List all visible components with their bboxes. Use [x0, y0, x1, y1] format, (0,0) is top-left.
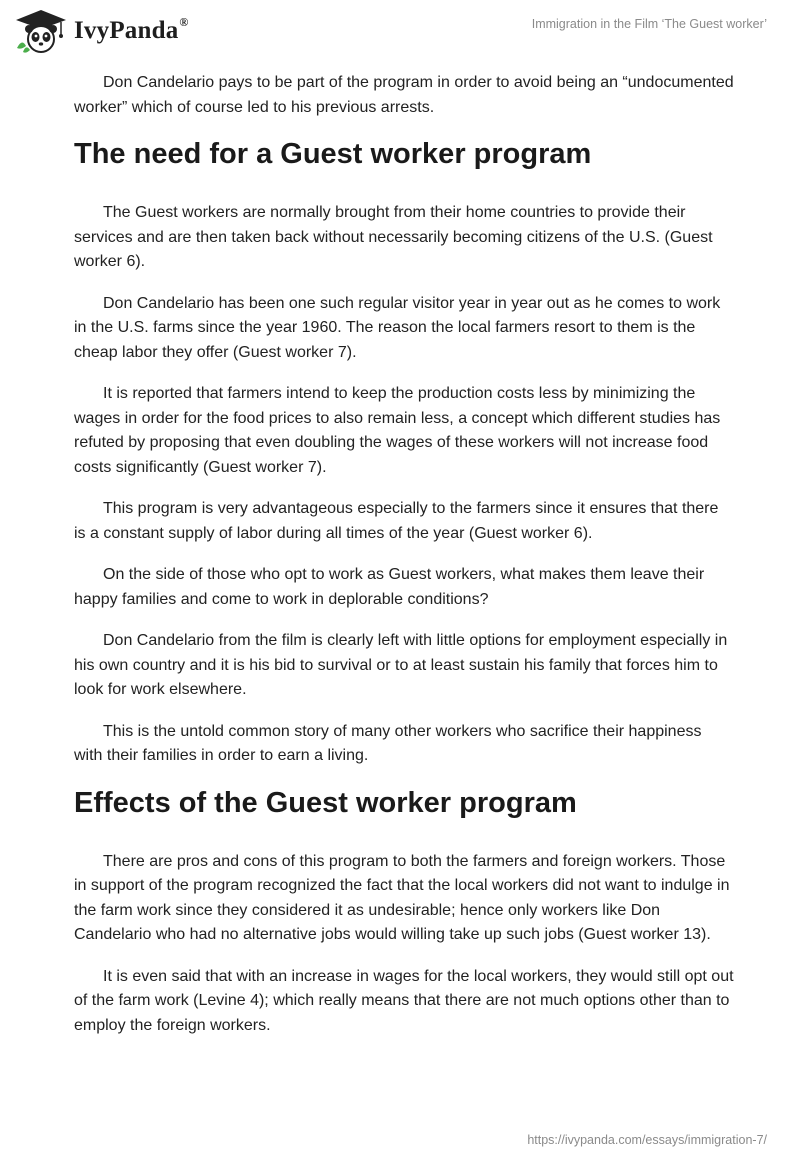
paragraph: There are pros and cons of this program to both the farmers and foreign workers. Those in support of the program recognized the fact that the local workers did not want to indulge in the farm work since they considered it as undesirable; hence only workers like Don Candelario who had no alternative jobs would willing take up such jobs (Guest worker 13). [74, 852, 730, 943]
paragraph: This is the untold common story of many other workers who sacrifice their happiness with their families in order to earn a living. [74, 722, 702, 764]
paragraph: Don Candelario has been one such regular visitor year in year out as he comes to work in the U.S. farms since the year 1960. The reason the local farmers resort to them is the cheap labor they offer (Guest worker 7). [74, 294, 721, 361]
paragraph: On the side of those who opt to work as Guest workers, what makes them leave their happy families and come to work in deplorable conditions? [74, 566, 705, 608]
section-heading-need: The need for a Guest worker program [74, 138, 592, 170]
panda-graduate-icon [14, 8, 68, 54]
paragraph: It is even said that with an increase in wages for the local workers, they would still opt out of the farm work (Levine 4); which really means that there are not much options other than to employ the foreign workers. [74, 967, 734, 1034]
ivypanda-logo[interactable] [14, 8, 189, 54]
brand-name: IvyPanda® [74, 15, 189, 44]
paragraph: It is reported that farmers intend to keep the production costs less by minimizing the wages in order for the food prices to also remain less, a concept which different studies has refuted by proposing that even doubling the wages of these workers will not increase food costs significantly (Guest worker 7). [74, 385, 721, 476]
paragraph: Don Candelario from the film is clearly left with little options for employment especially in his own country and it is his bid to survival or to at least sustain his family that forces him to look for work elsewhere. [74, 632, 728, 698]
page-header [0, 0, 800, 70]
paragraph: This program is very advantageous especially to the farmers since it ensures that there is a constant supply of labor during all times of the year (Guest worker 6). [74, 500, 719, 542]
paragraph: The Guest workers are normally brought from their home countries to provide their services and are then taken back without necessarily becoming citizens of the U.S. (Guest worker 6). [74, 204, 713, 270]
paragraph: Don Candelario pays to be part of the program in order to avoid being an “undocumented worker” which of course led to his previous arrests. [74, 74, 734, 116]
essay-content [74, 71, 734, 1055]
section-heading-effects: Effects of the Guest worker program [74, 786, 577, 819]
source-url[interactable]: https://ivypanda.com/essays/immigration-7/ [527, 1133, 767, 1147]
document-title: Immigration in the Film ‘The Guest worker’ [531, 17, 767, 31]
